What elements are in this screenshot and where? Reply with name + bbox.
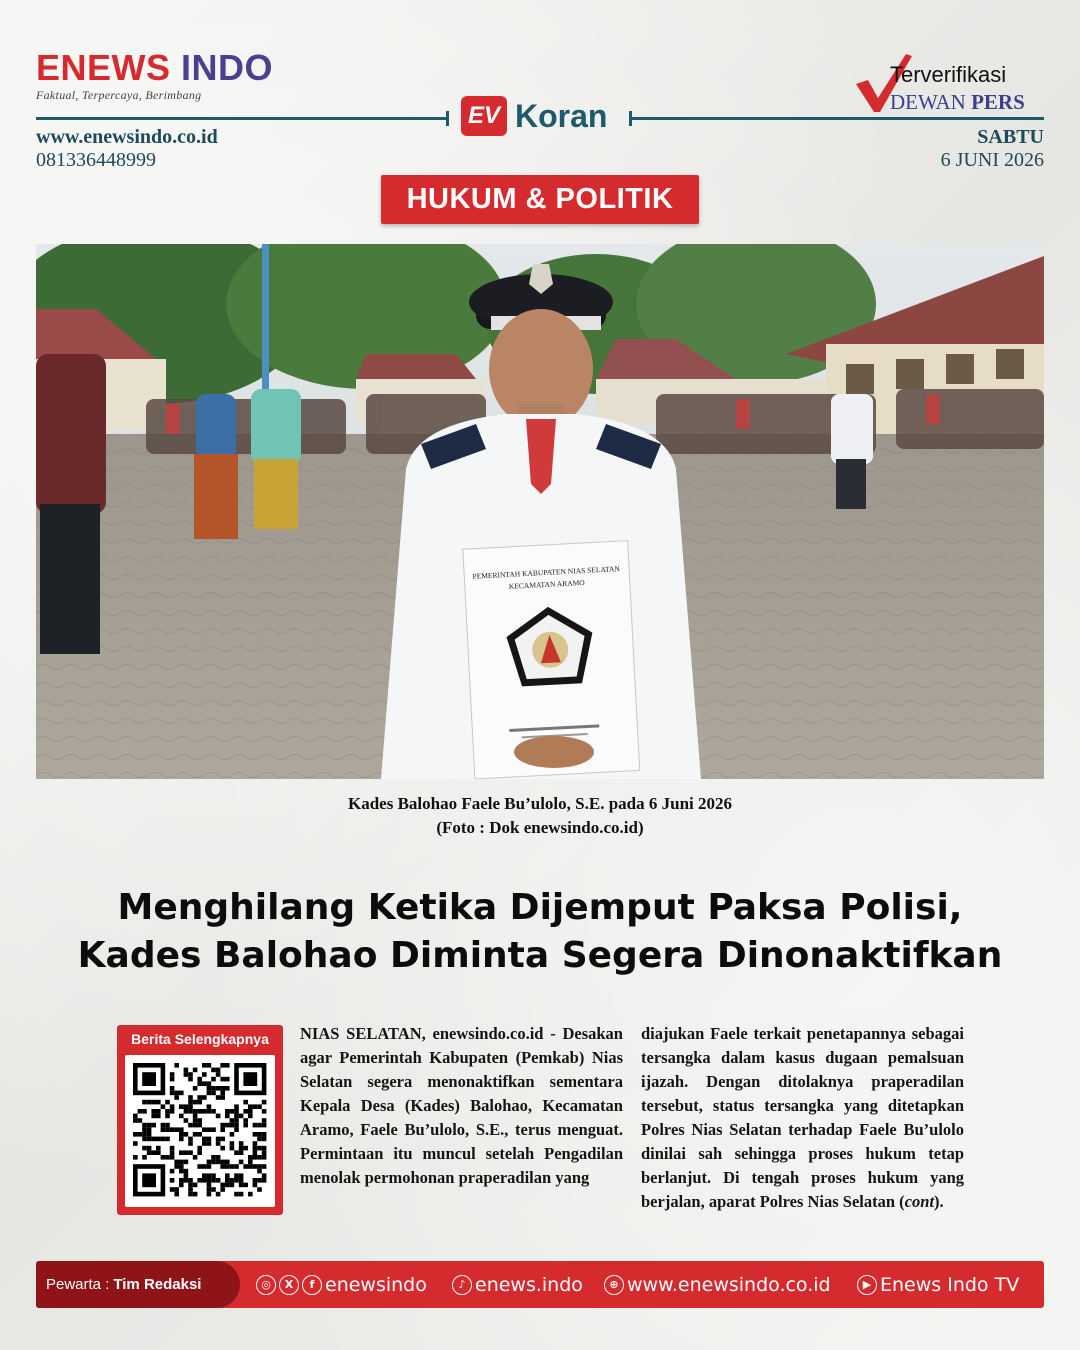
contact-info <box>36 126 218 172</box>
qr-code-icon <box>125 1055 275 1207</box>
header-rule-tick <box>629 111 632 126</box>
ev-logo-icon: EV <box>461 96 507 136</box>
youtube-link[interactable] <box>857 1261 1019 1308</box>
header-rule-tick <box>446 111 449 126</box>
tiktok-handle: enews.indo <box>475 1273 583 1296</box>
qr-title: Berita Selengkapnya <box>131 1031 269 1047</box>
publication-date <box>941 126 1044 172</box>
qr-code-card[interactable] <box>117 1025 283 1215</box>
verified-badge <box>854 50 1044 114</box>
globe-icon: ⊕ <box>604 1275 624 1295</box>
brand-name <box>36 47 274 88</box>
photo-caption <box>0 792 1080 840</box>
website-link[interactable]: www.enewsindo.co.id <box>36 126 218 148</box>
article-column-1: NIAS SELATAN, enewsindo.co.id - Desakan agar Pemerintah Kabupaten (Pemkab) Nias Selatan segera menonaktifkan sementara Kepala Desa (Kades) Balohao, Kecamatan Aramo, Faele Bu’ulolo, S.E., terus menguat. Permintaan itu muncul setelah Pengadilan menolak permohonan praperadilan yang <box>300 1024 623 1187</box>
brand-logo <box>36 47 274 103</box>
document-line-1: PEMERINTAH KABUPATEN NIAS SELATAN <box>472 564 621 581</box>
category-badge: HUKUM & POLITIK <box>381 175 699 224</box>
facebook-icon: f <box>302 1275 322 1295</box>
x-icon: X <box>279 1275 299 1295</box>
qr-code[interactable] <box>125 1055 275 1207</box>
verified-label: Terverifikasi <box>890 62 1007 87</box>
reporter-name: Tim Redaksi <box>113 1276 202 1293</box>
section-name: Koran <box>515 97 608 134</box>
news-photo <box>36 244 1044 779</box>
reporter-credit <box>36 1261 240 1308</box>
article-column-2 <box>641 1022 964 1214</box>
youtube-icon: ▶ <box>857 1275 877 1295</box>
instagram-icon: ◎ <box>256 1275 276 1295</box>
tiktok-icon: ♪ <box>452 1275 472 1295</box>
reporter-label: Pewarta : <box>46 1276 110 1293</box>
brand-name-part2: INDO <box>181 47 274 88</box>
article-column-2-text: diajukan Faele terkait penetapannya sebagai tersangka dalam kasus dugaan pemalsuan ijazah. Dengan ditolaknya praperadilan tersebut, status tersangka yang ditetapkan Polres Nias Selatan terhadap Faele Bu’ulolo dinilai sah sehingga proses hukum tetap berlanjut. Di tengah proses hukum yang berjalan, aparat Polres Nias Selatan ( <box>641 1024 964 1211</box>
dewan-label: DEWAN <box>890 90 966 114</box>
publication-day: SABTU <box>977 126 1044 148</box>
footer-website: www.enewsindo.co.id <box>627 1273 831 1296</box>
headline-line-1: Menghilang Ketika Dijemput Paksa Polisi, <box>117 887 963 928</box>
phone-number: 081336448999 <box>36 149 156 171</box>
social-handle: enewsindo <box>325 1273 427 1296</box>
caption-line-1: Kades Balohao Faele Bu’ulolo, S.E. pada 6 Juni 2026 <box>348 794 732 813</box>
caption-line-2: (Foto : Dok enewsindo.co.id) <box>436 818 644 837</box>
website-footer-link[interactable] <box>604 1261 831 1308</box>
article-column-2-end: ). <box>934 1192 944 1211</box>
dewan-pers-label <box>890 90 1025 115</box>
header-rule-left <box>36 117 448 120</box>
brand-tagline: Faktual, Terpercaya, Berimbang <box>36 88 202 102</box>
footer-bar <box>36 1261 1044 1308</box>
document-line-2: KECAMATAN ARAMO <box>508 577 585 591</box>
pers-label: PERS <box>971 90 1025 114</box>
continued-marker: cont <box>904 1192 935 1211</box>
social-media-link[interactable] <box>256 1261 427 1308</box>
koran-section-badge <box>461 96 607 136</box>
headline-line-2: Kades Balohao Diminta Segera Dinonaktifkan <box>77 935 1003 976</box>
publication-full-date: 6 JUNI 2026 <box>940 149 1044 171</box>
tiktok-link[interactable] <box>452 1261 583 1308</box>
brand-name-part1: ENEWS <box>36 47 171 88</box>
youtube-channel: Enews Indo TV <box>880 1273 1020 1296</box>
header-rule-right <box>632 117 1044 120</box>
article-headline <box>0 884 1080 980</box>
